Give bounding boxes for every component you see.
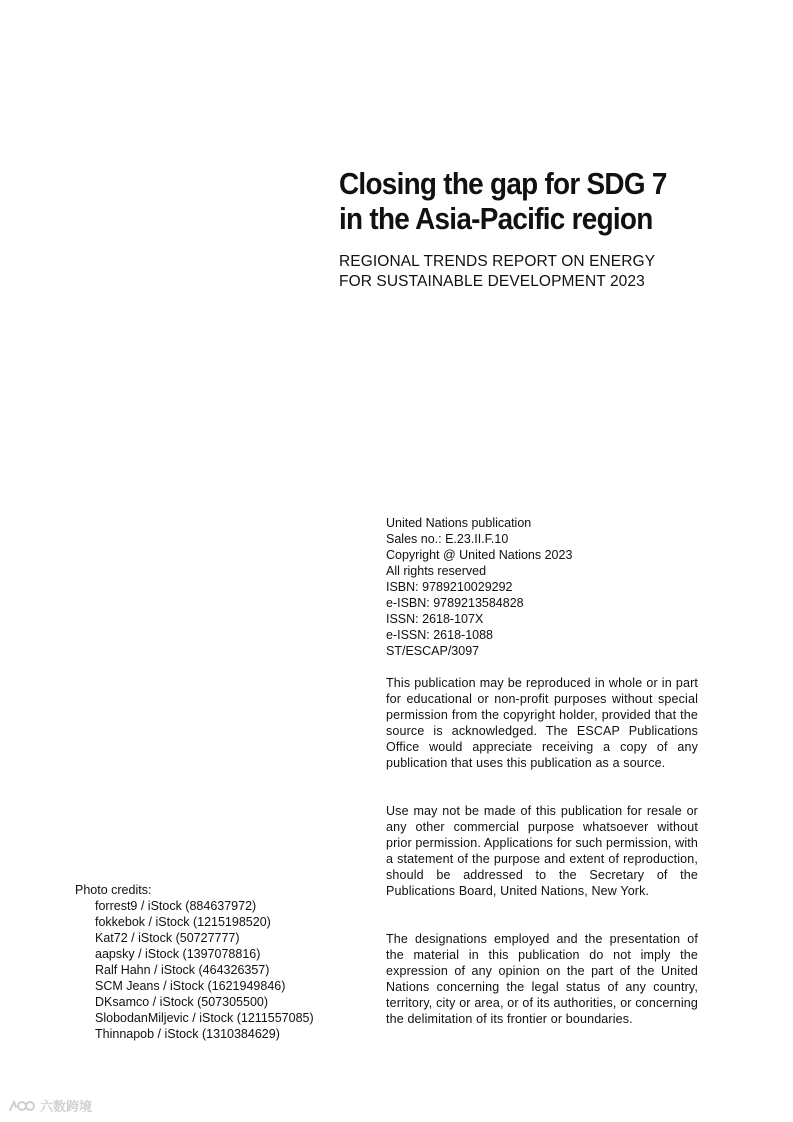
title-block [339, 166, 779, 292]
commercial-use-notice: Use may not be made of this publication for resale or any other commercial purpose whatsoever without prior permission. Applications for such permission, with a statement of the purpose and extent of reproduction, should be addressed to the Secretary of the Publications Board, United Nations, New York. [386, 804, 698, 898]
rights-reserved: All rights reserved [386, 564, 487, 578]
sales-number: Sales no.: E.23.II.F.10 [386, 532, 509, 546]
reproduction-notice: This publication may be reproduced in whole or in part for educational or non-profit purposes without special permission from the copyright holder, provided that the source is acknowledged. The ESCAP Publications Office would appreciate receiving a copy of any publication that uses this publication as a source. [386, 676, 698, 770]
photo-credit-item: Thinnapob / iStock (1310384629) [95, 1027, 280, 1041]
photo-credit-item: SCM Jeans / iStock (1621949846) [95, 979, 286, 993]
photo-credit-item: Ralf Hahn / iStock (464326357) [95, 963, 270, 977]
report-subtitle-line-2: FOR SUSTAINABLE DEVELOPMENT 2023 [339, 273, 645, 290]
photo-credit-item: SlobodanMiljevic / iStock (1211557085) [95, 1011, 314, 1025]
photo-credit-item: Kat72 / iStock (50727777) [95, 931, 240, 945]
brand-logo-icon [8, 1098, 36, 1114]
report-title-line-2: in the Asia-Pacific region [339, 201, 653, 236]
report-subtitle [339, 252, 779, 292]
report-title-line-1: Closing the gap for SDG 7 [339, 166, 667, 201]
photo-credit-item: forrest9 / iStock (884637972) [95, 899, 257, 913]
photo-credit-item: aapsky / iStock (1397078816) [95, 947, 261, 961]
e-issn: e-ISSN: 2618-1088 [386, 628, 494, 642]
photo-credits-list [75, 898, 314, 1042]
designations-disclaimer: The designations employed and the presentation of the material in this publication do not imply the expression of any opinion on the part of the United Nations concerning the legal status of any country, territory, city or area, or of its authorities, or concerning the delimitation of its frontier or boundaries. [386, 932, 698, 1026]
publication-type: United Nations publication [386, 516, 532, 530]
photo-credit-item: DKsamco / iStock (507305500) [95, 995, 269, 1009]
copyright: Copyright @ United Nations 2023 [386, 548, 573, 562]
watermark [8, 1096, 92, 1115]
isbn: ISBN: 9789210029292 [386, 580, 513, 594]
publication-info [386, 515, 716, 659]
report-title [339, 166, 735, 236]
report-subtitle-line-1: REGIONAL TRENDS REPORT ON ENERGY [339, 253, 656, 270]
photo-credit-item: fokkebok / iStock (1215198520) [95, 915, 271, 929]
photo-credits [75, 882, 314, 1042]
issn: ISSN: 2618-107X [386, 612, 484, 626]
photo-credits-heading: Photo credits: [75, 883, 152, 897]
watermark-text: 六数跨境 [40, 1099, 93, 1114]
document-symbol: ST/ESCAP/3097 [386, 644, 480, 658]
e-isbn: e-ISBN: 9789213584828 [386, 596, 524, 610]
